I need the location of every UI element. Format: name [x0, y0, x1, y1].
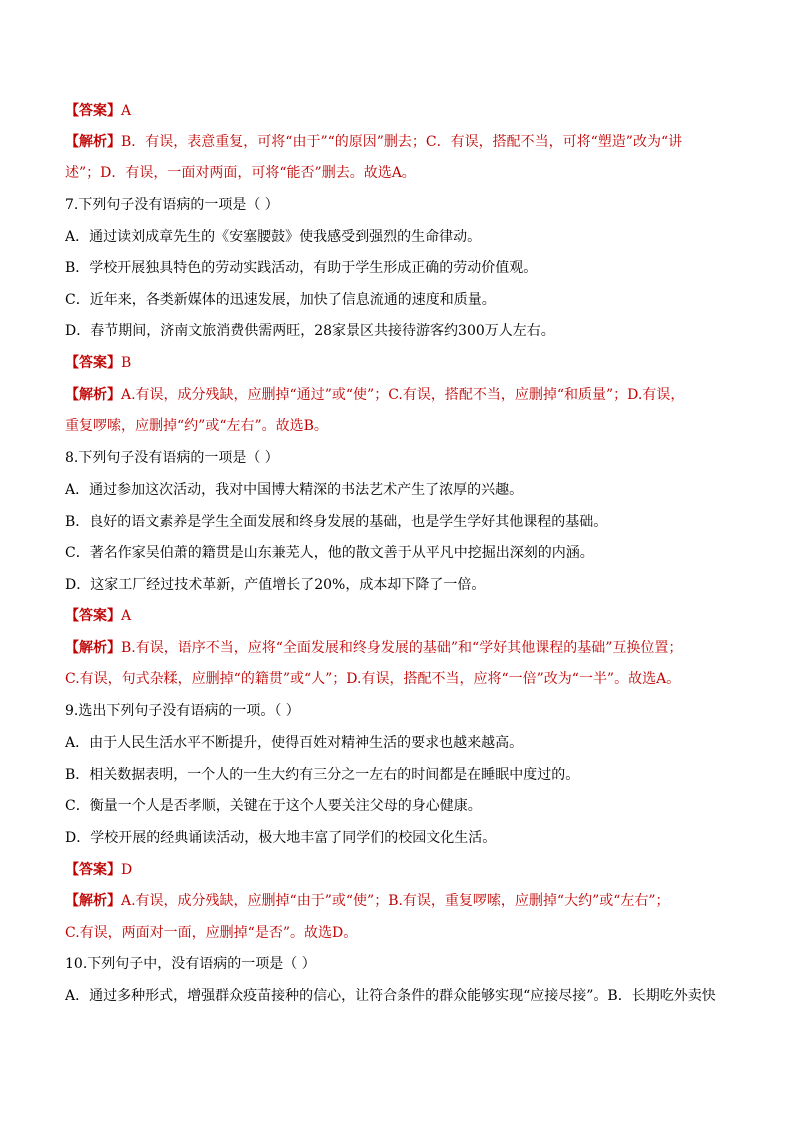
- explanation-line-7-2: 重复啰嗦，应删掉“约”或“左右”。故选B。: [65, 418, 328, 434]
- answer-value: A: [121, 608, 132, 624]
- explanation-line-6-1: [65, 132, 735, 152]
- question-stem-8: 8.下列句子没有语病的一项是（ ）: [65, 450, 279, 466]
- option-9-c: C．衡量一个人是否孝顺，关键在于这个人要关注父母的身心健康。: [65, 798, 482, 814]
- explanation-line-9-1: [65, 891, 735, 911]
- explanation-line-9-2: C.有误，两面对一面，应删掉“是否”。故选D。: [65, 925, 358, 941]
- explanation-line-7-1: [65, 385, 735, 405]
- option-8-c: C．著名作家吴伯萧的籍贯是山东兼芜人，他的散文善于从平凡中挖掘出深刻的内涵。: [65, 545, 594, 561]
- question-stem-10: 10.下列句子中，没有语病的一项是（ ）: [65, 956, 316, 972]
- answer-value: B: [121, 355, 132, 371]
- explanation-line-8-1: [65, 638, 735, 658]
- explanation-tag: 【解析】: [65, 640, 121, 656]
- explanation-text: B.有误，语序不当，应将“全面发展和终身发展的基础”和“学好其他课程的基础”互换位置；: [121, 640, 683, 656]
- option-8-a: A．通过参加这次活动，我对中国博大精深的书法艺术产生了浓厚的兴趣。: [65, 482, 524, 498]
- option-7-c: C．近年来，各类新媒体的迅速发展，加快了信息流通的速度和质量。: [65, 292, 496, 308]
- option-9-a: A．由于人民生活水平不断提升，使得百姓对精神生活的要求也越来越高。: [65, 735, 524, 751]
- explanation-line-6-2: 述”；D．有误，一面对两面，可将“能否”删去。故选A。: [65, 165, 416, 181]
- answer-tag: 【答案】: [65, 862, 121, 878]
- answer-line-6: [65, 101, 735, 121]
- answer-line-8: [65, 606, 735, 626]
- question-stem-7: 7.下列句子没有语病的一项是（ ）: [65, 197, 279, 213]
- option-7-d: D．春节期间，济南文旅消费供需两旺，28家景区共接待游客约300万人左右。: [65, 323, 555, 339]
- explanation-text: A.有误，成分残缺，应删掉“由于”或“使”；B.有误，重复啰嗦，应删掉“大约”或“左右”；: [121, 893, 670, 909]
- option-10-line: A．通过多种形式，增强群众疫苗接种的信心，让符合条件的群众能够实现“应接尽接”。B．长期吃外卖快: [65, 988, 716, 1004]
- answer-tag: 【答案】: [65, 103, 121, 119]
- option-9-d: D．学校开展的经典诵读活动，极大地丰富了同学们的校园文化生活。: [65, 830, 497, 846]
- answer-line-9: [65, 860, 735, 880]
- answer-value: A: [121, 103, 132, 119]
- option-7-a: A．通过读刘成章先生的《安塞腰鼓》使我感受到强烈的生命律动。: [65, 229, 482, 245]
- answer-line-7: [65, 353, 735, 373]
- explanation-tag: 【解析】: [65, 387, 121, 403]
- question-stem-9: 9.选出下列句子没有语病的一项。（ ）: [65, 703, 300, 719]
- explanation-line-8-2: C.有误，句式杂糅，应删掉“的籍贯”或“人”；D.有误，搭配不当，应将“一倍”改为“一半”。故选A。: [65, 671, 681, 687]
- answer-tag: 【答案】: [65, 608, 121, 624]
- option-7-b: B．学校开展独具特色的劳动实践活动，有助于学生形成正确的劳动价值观。: [65, 260, 538, 276]
- explanation-text: B．有误，表意重复，可将“由于”“的原因”删去；C．有误，搭配不当，可将“塑造”改为“讲: [121, 134, 683, 150]
- explanation-tag: 【解析】: [65, 134, 121, 150]
- option-8-d: D．这家工厂经过技术革新，产值增长了20%，成本却下降了一倍。: [65, 577, 486, 593]
- explanation-tag: 【解析】: [65, 893, 121, 909]
- explanation-text: A.有误，成分残缺，应删掉“通过”或“使”；C.有误，搭配不当，应删掉“和质量”；D.有误，: [121, 387, 685, 403]
- answer-tag: 【答案】: [65, 355, 121, 371]
- answer-value: D: [121, 862, 133, 878]
- option-9-b: B．相关数据表明，一个人的一生大约有三分之一左右的时间都是在睡眠中度过的。: [65, 767, 580, 783]
- option-8-b: B．良好的语文素养是学生全面发展和终身发展的基础，也是学生学好其他课程的基础。: [65, 514, 608, 530]
